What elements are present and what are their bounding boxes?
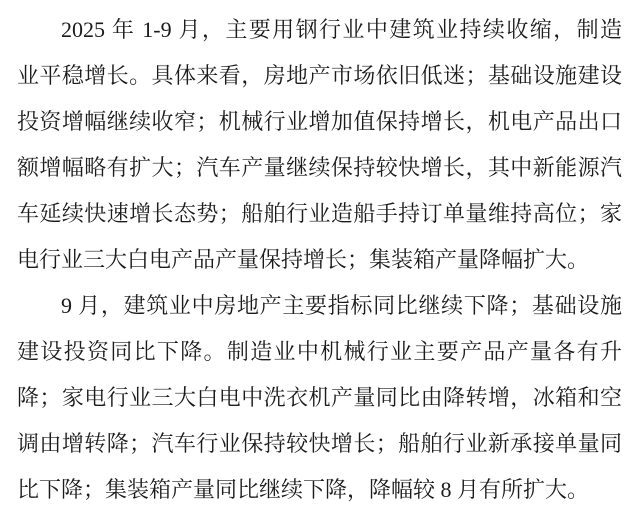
- paragraph-line: 9 月，建筑业中房地产主要指标同比继续下降；基础设施: [61, 293, 622, 318]
- paragraph-line: 业平稳增长。具体来看，房地产市场依旧低迷；基础设施建设: [17, 63, 622, 88]
- paragraph-line: 比下降；集装箱产量同比继续下降，降幅较 8 月有所扩大。: [17, 477, 590, 502]
- paragraph-steel-industries-jan-sep: [17, 7, 622, 283]
- paragraph-september-details: [17, 283, 622, 513]
- paragraph-line: 2025 年 1-9 月，主要用钢行业中建筑业持续收缩，制造: [61, 17, 622, 42]
- paragraph-line: 建设投资同比下降。制造业中机械行业主要产品产量各有升: [17, 339, 622, 364]
- paragraph-line: 额增幅略有扩大；汽车产量继续保持较快增长，其中新能源汽: [17, 155, 622, 180]
- paragraph-line: 降；家电行业三大白电中洗衣机产量同比由降转增，冰箱和空: [17, 385, 622, 410]
- paragraph-line: 车延续快速增长态势；船舶行业造船手持订单量维持高位；家: [17, 201, 622, 226]
- paragraph-line: 调由增转降；汽车行业保持较快增长；船舶行业新承接单量同: [17, 431, 622, 456]
- paragraph-line: 投资增幅继续收窄；机械行业增加值保持增长，机电产品出口: [17, 109, 622, 134]
- paragraph-line: 电行业三大白电产品产量保持增长；集装箱产量降幅扩大。: [17, 247, 590, 272]
